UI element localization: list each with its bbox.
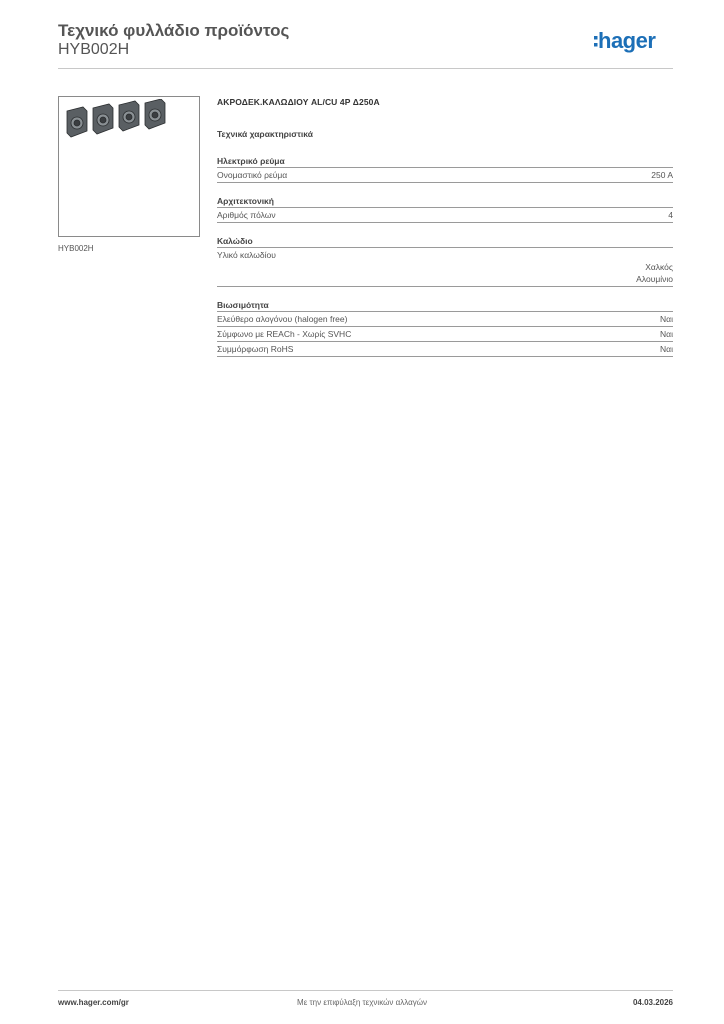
spec-label: Ελεύθερο αλογόνου (halogen free) <box>217 314 348 324</box>
spec-sheet <box>217 96 673 357</box>
footer-website-link[interactable]: www.hager.com/gr <box>58 998 129 1007</box>
spec-row <box>217 248 673 287</box>
spec-group-sustainability <box>217 299 673 357</box>
spec-value-line: Αλουμίνιο <box>636 274 673 284</box>
footer-notice: Με την επιφύλαξη τεχνικών αλλαγών <box>297 998 427 1007</box>
spec-value <box>636 249 673 285</box>
spec-label: Ονομαστικό ρεύμα <box>217 170 288 180</box>
spec-row <box>217 312 673 327</box>
spec-value: Ναι <box>660 329 673 339</box>
group-title: Βιωσιμότητα <box>217 299 673 312</box>
hager-logo-mark <box>594 26 674 58</box>
spec-value: 250 A <box>651 170 673 180</box>
spec-value: 4 <box>668 210 673 220</box>
spec-label: Συμμόρφωση RoHS <box>217 344 294 354</box>
header-divider <box>58 68 673 69</box>
group-title: Ηλεκτρικό ρεύμα <box>217 155 673 168</box>
hager-logo <box>594 26 674 58</box>
footer-divider <box>58 990 673 991</box>
spec-value: Ναι <box>660 314 673 324</box>
product-image <box>58 96 200 237</box>
spec-group-cable <box>217 235 673 287</box>
spec-row <box>217 208 673 223</box>
section-heading: Τεχνικά χαρακτηριστικά <box>217 129 313 139</box>
spec-group-electrical <box>217 155 673 183</box>
spec-value-line: Χαλκός <box>645 262 673 272</box>
product-code: HYB002H <box>58 41 130 58</box>
spec-row <box>217 342 673 357</box>
spec-group-architecture <box>217 195 673 223</box>
footer-date: 04.03.2026 <box>632 998 673 1007</box>
page-title: Τεχνικό φυλλάδιο προϊόντος <box>58 21 290 40</box>
spec-row <box>217 327 673 342</box>
product-name: ΑΚΡΟΔΕΚ.ΚΑΛΩΔΙΟΥ AL/CU 4P Δ250A <box>217 97 380 107</box>
image-caption: HYB002H <box>58 244 94 253</box>
terminal-blocks-image <box>63 99 195 147</box>
spec-label: Σύμφωνο με REACh - Χωρίς SVHC <box>217 329 352 339</box>
spec-label: Υλικό καλωδίου <box>217 250 276 260</box>
group-title: Αρχιτεκτονική <box>217 195 673 208</box>
group-title: Καλώδιο <box>217 235 673 248</box>
spec-value: Ναι <box>660 344 673 354</box>
spec-row <box>217 168 673 183</box>
spec-label: Αριθμός πόλων <box>217 210 276 220</box>
logo-text: hager <box>598 28 656 53</box>
